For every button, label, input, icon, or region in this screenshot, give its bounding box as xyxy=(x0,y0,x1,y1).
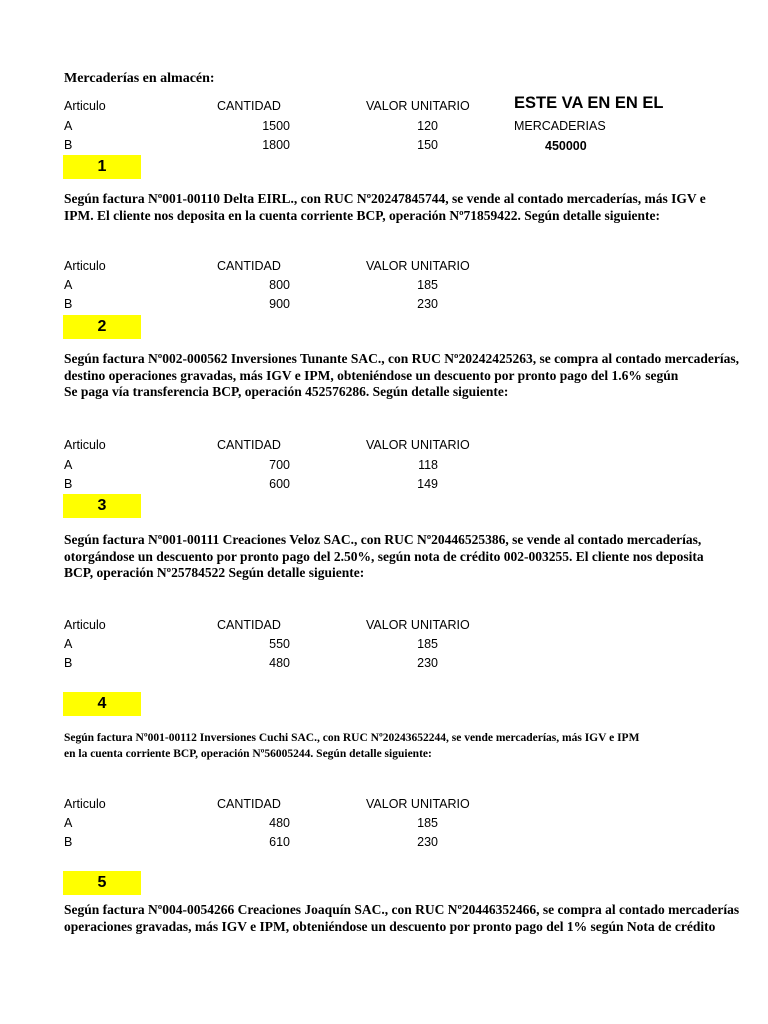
cell-valor: 185 xyxy=(417,637,438,651)
operation-number-badge: 1 xyxy=(63,155,141,179)
operation-description: Según factura Nº001-00110 Delta EIRL., con RUC Nº20247845744, se vende al contado mercaderías, más IGV e IPM. El cliente nos deposita en la cuenta corriente BCP, operación Nº71859422. Según detalle siguiente: xyxy=(64,191,706,223)
cell-articulo: B xyxy=(64,138,73,152)
col-articulo: Articulo xyxy=(64,618,106,632)
col-cantidad: CANTIDAD xyxy=(217,797,281,811)
col-articulo: Articulo xyxy=(64,259,106,273)
col-cantidad: CANTIDAD xyxy=(217,99,281,113)
cell-valor: 120 xyxy=(417,119,438,133)
cell-articulo: A xyxy=(64,119,73,133)
cell-cantidad: 1500 xyxy=(262,119,290,133)
col-valor: VALOR UNITARIO xyxy=(366,259,470,273)
cell-cantidad: 800 xyxy=(269,278,290,292)
col-valor: VALOR UNITARIO xyxy=(366,618,470,632)
operation-description: Según factura Nº002-000562 Inversiones Tunante SAC., con RUC Nº20242425263, se compra al contado mercaderías, destino operaciones gravadas, más IGV e IPM, obteniéndose un descuento por pronto pago del 1.6% según Se paga vía transferencia BCP, operación 452576286. Según detalle siguiente: xyxy=(64,351,740,399)
cell-articulo: B xyxy=(64,477,73,491)
col-cantidad: CANTIDAD xyxy=(217,259,281,273)
cell-articulo: B xyxy=(64,835,73,849)
col-articulo: Articulo xyxy=(64,438,106,452)
cell-cantidad: 480 xyxy=(269,816,290,830)
col-cantidad: CANTIDAD xyxy=(217,438,281,452)
col-articulo: Articulo xyxy=(64,99,106,113)
operation-description: Según factura Nº001-00112 Inversiones Cuchi SAC., con RUC Nº20243652244, se vende mercaderías, más IGV e IPM en la cuenta corriente BCP, operación Nº56005244. Según detalle siguiente: xyxy=(64,732,640,760)
cell-cantidad: 610 xyxy=(269,835,290,849)
cell-valor: 149 xyxy=(417,477,438,491)
cell-articulo: A xyxy=(64,278,73,292)
cell-articulo: A xyxy=(64,637,73,651)
col-cantidad: CANTIDAD xyxy=(217,618,281,632)
operation-description: Según factura Nº001-00111 Creaciones Veloz SAC., con RUC Nº20446525386, se vende al contado mercaderías, otorgándose un descuento por pronto pago del 2.50%, según nota de crédito 002-003255. El cliente nos deposita BCP, operación Nº25784522 Según detalle siguiente: xyxy=(64,532,704,580)
cell-articulo: B xyxy=(64,297,73,311)
operation-number-badge: 2 xyxy=(63,315,141,339)
cell-valor: 230 xyxy=(417,656,438,670)
operation-number-badge: 4 xyxy=(63,692,141,716)
cell-valor: 185 xyxy=(417,816,438,830)
side-label: MERCADERIAS xyxy=(514,119,606,133)
cell-cantidad: 700 xyxy=(269,458,290,472)
col-valor: VALOR UNITARIO xyxy=(366,797,470,811)
cell-cantidad: 600 xyxy=(269,477,290,491)
section-title: Mercaderías en almacén: xyxy=(64,71,215,86)
cell-valor: 118 xyxy=(418,458,438,472)
side-value: 450000 xyxy=(545,139,587,153)
cell-cantidad: 900 xyxy=(269,297,290,311)
side-title: ESTE VA EN EN EL xyxy=(514,94,664,112)
cell-valor: 185 xyxy=(417,278,438,292)
cell-cantidad: 550 xyxy=(269,637,290,651)
operation-description: Según factura Nº004-0054266 Creaciones Joaquín SAC., con RUC Nº20446352466, se compra al contado mercaderías operaciones gravadas, más IGV e IPM, obteniéndose un descuento por pronto pago del 1% según Nota de crédito xyxy=(64,902,740,934)
cell-cantidad: 480 xyxy=(269,656,290,670)
operation-number-badge: 3 xyxy=(63,494,141,518)
cell-valor: 150 xyxy=(417,138,438,152)
operation-number-badge: 5 xyxy=(63,871,141,895)
cell-articulo: A xyxy=(64,458,73,472)
cell-valor: 230 xyxy=(417,297,438,311)
col-valor: VALOR UNITARIO xyxy=(366,99,470,113)
cell-valor: 230 xyxy=(417,835,438,849)
cell-articulo: B xyxy=(64,656,73,670)
col-articulo: Articulo xyxy=(64,797,106,811)
col-valor: VALOR UNITARIO xyxy=(366,438,470,452)
cell-articulo: A xyxy=(64,816,73,830)
cell-cantidad: 1800 xyxy=(262,138,290,152)
